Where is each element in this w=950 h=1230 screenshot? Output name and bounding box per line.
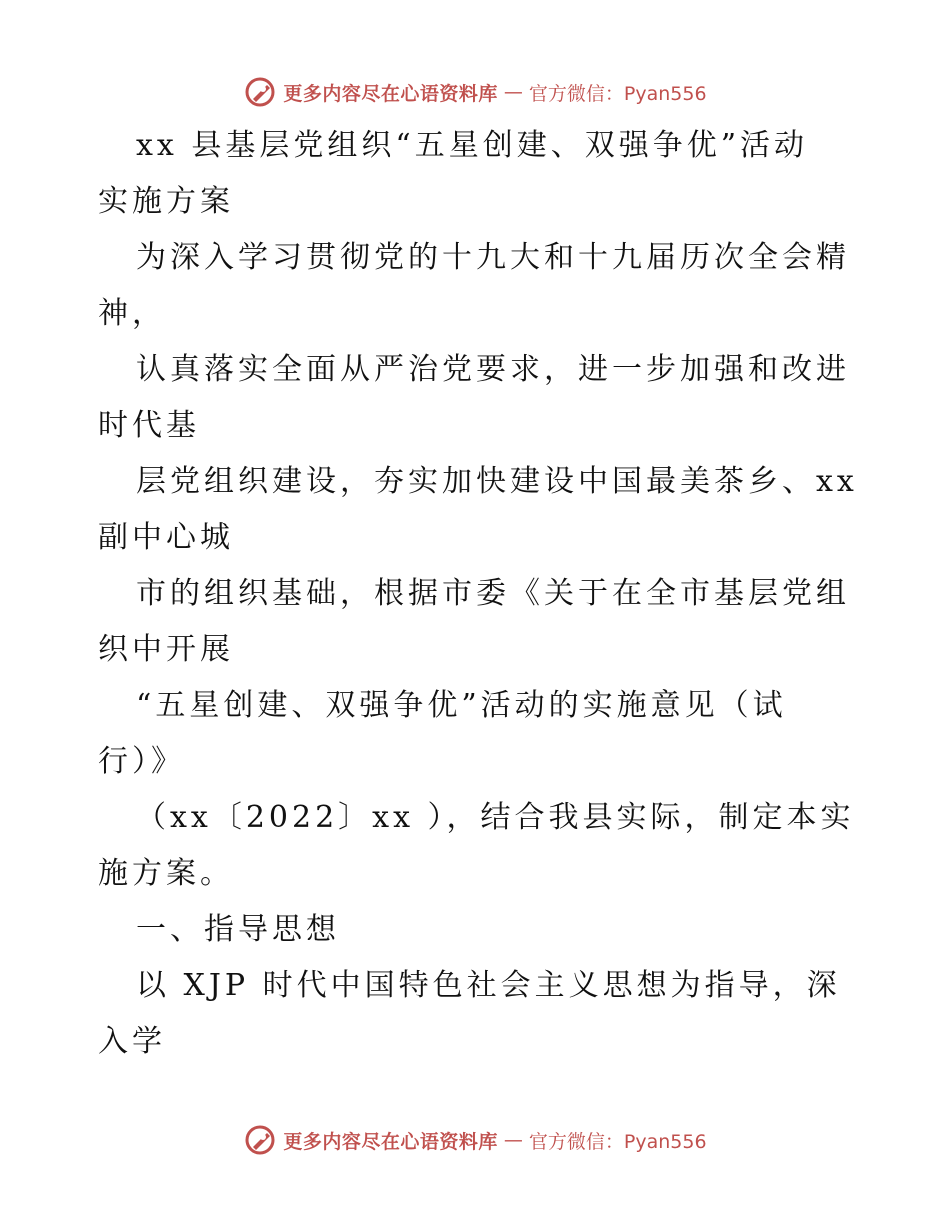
paragraph-line: 织中开展 <box>98 632 234 667</box>
document-body <box>98 118 858 1070</box>
footer-watermark <box>0 1120 950 1160</box>
section-heading: 一、指导思想 <box>136 912 340 947</box>
brand-logo-icon <box>243 75 277 109</box>
paragraph-line: 神， <box>98 296 166 331</box>
watermark-dash: — <box>503 81 523 103</box>
title-line-2: 实施方案 <box>98 184 234 219</box>
title-line-1: xx 县基层党组织“五星创建、双强争优”活动 <box>136 128 809 163</box>
paragraph-line: 市的组织基础，根据市委《关于在全市基层党组 <box>136 576 850 611</box>
paragraph-line: 以 XJP 时代中国特色社会主义思想为指导，深 <box>136 968 841 1003</box>
watermark-brand-text: 更多内容尽在心语资料库 <box>283 1130 498 1153</box>
paragraph-line: 入学 <box>98 1024 166 1059</box>
paragraph-line: 时代基 <box>98 408 200 443</box>
watermark-contact: 官方微信：Pyan556 <box>528 1130 707 1153</box>
paragraph-line: 施方案。 <box>98 856 234 891</box>
brand-logo-icon <box>243 1123 277 1157</box>
paragraph-line: （xx〔2022〕xx ），结合我县实际，制定本实 <box>136 800 855 835</box>
paragraph-line: 认真落实全面从严治党要求，进一步加强和改进 <box>136 352 850 387</box>
paragraph-line: 行）》 <box>98 744 185 779</box>
paragraph-line: 层党组织建设，夯实加快建设中国最美茶乡、xx <box>136 464 858 499</box>
watermark-brand <box>243 75 706 109</box>
watermark-brand-text: 更多内容尽在心语资料库 <box>283 82 498 105</box>
watermark-contact: 官方微信：Pyan556 <box>528 82 707 105</box>
paragraph-line: 为深入学习贯彻党的十九大和十九届历次全会精 <box>136 240 850 275</box>
paragraph-line: “五星创建、双强争优”活动的实施意见（试 <box>136 688 787 723</box>
paragraph-line: 副中心城 <box>98 520 234 555</box>
watermark-dash: — <box>503 1129 523 1151</box>
watermark-brand <box>243 1123 706 1157</box>
header-watermark <box>0 72 950 112</box>
